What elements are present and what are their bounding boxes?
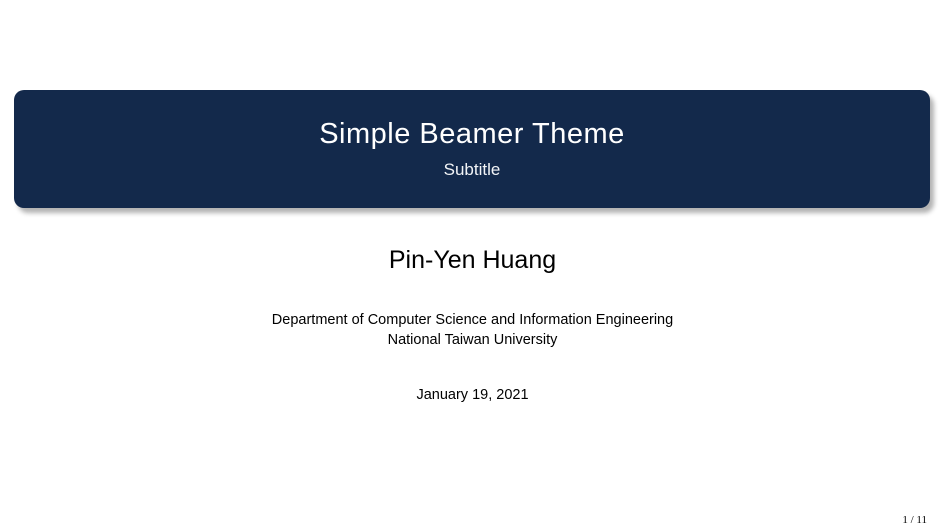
slide-title: Simple Beamer Theme [319, 117, 625, 150]
presentation-date: January 19, 2021 [416, 387, 529, 403]
institute-line-university: National Taiwan University [387, 332, 558, 348]
institute-line-department: Department of Computer Science and Information Engineering [271, 312, 674, 328]
slide-subtitle: Subtitle [443, 160, 501, 180]
title-banner [14, 90, 930, 208]
institute-block [0, 310, 945, 350]
author-name: Pin-Yen Huang [388, 246, 557, 274]
page-number: 1 / 11 [902, 514, 927, 526]
